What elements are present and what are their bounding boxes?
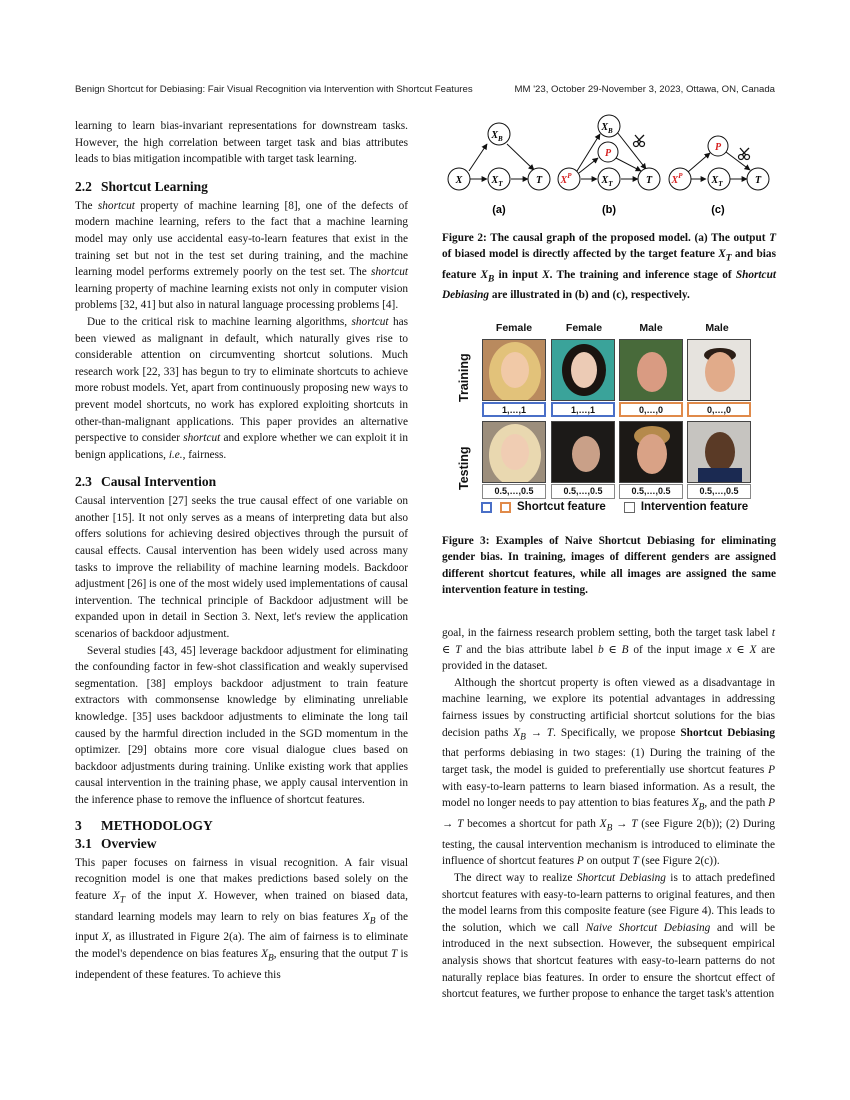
svg-text:T: T — [754, 175, 762, 186]
svg-text:T: T — [535, 175, 543, 186]
section-number: 3 — [75, 817, 82, 833]
panel-label-b: (b) — [601, 204, 617, 216]
figure-3-caption: Figure 3: Examples of Naive Shortcut Debiasing for eliminating gender bias. In training, images of different genders are assigned different shortcut features, while all images are assigned the same intervention feature in testing. — [442, 535, 776, 596]
shortcut-learning-para-2: Due to the critical risk to machine learning algorithms, shortcut has been viewed as malignant in default, which naturally gives rise to considerable attention on circumventing shortcut solutions. Much research work [22, 33] has begun to try to eliminate shortcuts to achieve more robust models. Yet, apart from continuously proposing new ways to prevent model shortcuts, no work has explored exploiting shortcuts in other-than-malignant applications. This paper provides an alternative perspective to consider shortcut and explore whether we can exploit it in benign applications, i.e., fairness. — [75, 315, 409, 461]
causal-intervention-para-2: Several studies [43, 45] leverage backdoor adjustment for eliminating the confounding factor in few-shot classification and weakly supervised segmentation. [38] employs backdoor adjustment to train feature extractors with commonsense knowledge by eliminating unreliable knowledge. [35] uses backdoor adjustments to eliminate the long tail caused by the harmful direction included in the SGD momentum in the optimizer. [29] obtains more core visual dialogue clues based on backdoor adjustments during training. Unlike existing work that applies causal intervention in the training phase, we apply causal intervention in the inference phase to remove the influence of shortcut features. — [75, 644, 408, 806]
training-photo-male-1 — [619, 339, 683, 401]
shortcut-tag: 1,…,1 — [551, 402, 615, 417]
row-label-testing: Testing — [457, 446, 471, 490]
gender-label: Male — [639, 322, 663, 334]
training-photo-female-1 — [482, 339, 546, 401]
intro-paragraph: learning to learn bias-invariant representations for downstream tasks. However, the high correlation between target task and bias attributes leads to bias mitigation incompatible with target task learning. — [75, 120, 408, 166]
testing-photo-female-2 — [551, 421, 615, 483]
intervention-tag: 0.5,…,0.5 — [482, 484, 546, 499]
causal-graph-figure — [442, 112, 776, 222]
section-title: Overview — [101, 835, 157, 851]
goal-paragraph: goal, in the fairness research problem setting, both the target task label t ∈ T and the bias attribute label b ∈ B of the input image x ∈ X are provided in the dataset. — [442, 627, 775, 673]
causal-intervention-para-1: Causal intervention [27] seeks the true causal effect of one variable on another [15]. It not only serves as a means of interpreting data but also offers solutions for achieving desired objectives through the pursuit of causal effects. Causal intervention has been widely used across many tasks to improve the reliability of machine learning models. Backdoor adjustment [26] is one of the most widely used implementations of causal intervention. The technical principle of Backdoor adjustment will be expanded upon in detail in Section 3. Next, let's review the application scenarios of backdoor adjustment. — [75, 495, 408, 641]
right-column — [442, 625, 775, 1003]
scissors-icon — [634, 135, 645, 147]
svg-text:XT: $X_T$ — [601, 175, 613, 188]
section-number: 2.2 — [75, 178, 92, 194]
shortcut-debiasing-paragraph: Although the shortcut property is often viewed as a disadvantage in machine learning, we explore its potential advantages in addressing fairness issues by constructing artificial shortcut solutions for the bias decision paths $X_B \to T$. Specifically, we propose Shortcut Debiasing that performs debiasing in two stages: (1) During the training of the target task, the model is guided to preferentially use shortcut features P with easy-to-learn patterns to learn biased information. As a result, the model no longer needs to pay attention to bias features $X_B$, and the path P → T becomes a shortcut for path $X_B \to T$ (see Figure 2(b)); (2) During testing, the causal intervention mechanism is introduced to eliminate the influence of shortcut features P on output T (see Figure 2(c)). — [442, 676, 776, 868]
figure-3-legend — [481, 501, 748, 513]
legend-swatch-gray — [624, 502, 635, 513]
training-photo-male-2 — [687, 339, 751, 401]
legend-label-shortcut: Shortcut feature — [517, 501, 606, 513]
section-3-1-heading — [75, 835, 408, 853]
legend-swatch-orange — [500, 502, 511, 513]
gender-label: Male — [705, 322, 729, 334]
figure-2-caption: Figure 2: The causal graph of the proposed model. (a) The output T of biased model is directly affected by the target feature $X_T$ and bias feature $X_B$ in input X. The training and inference stage of Shortcut Debiasing are illustrated in (b) and (c), respectively. — [442, 232, 776, 302]
left-column — [75, 118, 408, 983]
svg-text:XP: $X^P$ — [671, 172, 683, 186]
row-label-training: Training — [457, 353, 471, 402]
training-photo-female-2 — [551, 339, 615, 401]
section-2-2-heading — [75, 178, 408, 196]
shortcut-learning-para-1: The shortcut property of machine learning [8], one of the defects of modern machine learning, refers to the fact that a machine learning model may only use accidental easy-to-learn features that exist in the training set but not in the test set during training, and the machine learning model performs extremely poorly on the test set. The shortcut learning property of machine learning exists not only in computer vision problems [32, 41] but also in natural language processing problems [4]. — [75, 199, 408, 312]
svg-text:XB: $X_B$ — [491, 130, 503, 143]
testing-photo-male-2 — [687, 421, 751, 483]
panel-label-c: (c) — [711, 204, 725, 216]
testing-photo-female-1 — [482, 421, 546, 483]
testing-photo-male-1 — [619, 421, 683, 483]
svg-text:XP: $X^P$ — [560, 172, 572, 186]
section-number: 2.3 — [75, 474, 92, 490]
overview-paragraph: This paper focuses on fairness in visual recognition. A fair visual recognition model is one that makes predictions based solely on the feature $X_T$ of the input X. However, when trained on biased data, standard learning models may learn to rely on bias features $X_B$ of the input X, as illustrated in Figure 2(a). The aim of fairness is to eliminate the model's dependence on bias features $X_B$, ensuring that the output T is independent of these features. To achieve this — [75, 856, 409, 981]
section-title: Shortcut Learning — [101, 178, 208, 194]
scissors-icon — [739, 148, 750, 160]
section-title: Causal Intervention — [101, 474, 217, 490]
intervention-tag: 0.5,…,0.5 — [619, 484, 683, 499]
section-2-3-heading — [75, 473, 408, 491]
svg-text:XT: $X_T$ — [711, 175, 723, 188]
running-header-right: MM '23, October 29-November 3, 2023, Ottawa, ON, Canada — [514, 84, 775, 95]
naive-shortcut-figure — [455, 322, 765, 522]
gender-label: Female — [495, 322, 533, 334]
shortcut-tag: 0,…,0 — [619, 402, 683, 417]
section-3-heading — [75, 817, 408, 835]
intervention-tag: 0.5,…,0.5 — [687, 484, 751, 499]
svg-text:XB: $X_B$ — [601, 122, 613, 135]
svg-text:T: T — [645, 175, 653, 186]
shortcut-tag: 1,…,1 — [482, 402, 546, 417]
section-title: METHODOLOGY — [101, 817, 213, 833]
svg-text:X: X — [455, 175, 463, 186]
panel-label-a: (a) — [492, 204, 506, 216]
intervention-tag: 0.5,…,0.5 — [551, 484, 615, 499]
svg-text:P: P — [714, 142, 722, 153]
naive-shortcut-paragraph: The direct way to realize Shortcut Debiasing is to attach predefined shortcut features with easy-to-learn patterns to original features, and then the model learns from this composite feature (see Figure 4). This leads to the solution, which we call Naive Shortcut Debiasing and will be introduced in the next subsection. However, the subsequent empirical analysis shows that shortcut features with easy-to-learn patterns do not naturally replace bias features. In order to ensure the shortcut effect of shortcut features, we further propose to enhance the target task's attention — [442, 872, 776, 1001]
gender-label: Female — [565, 322, 603, 334]
section-number: 3.1 — [75, 835, 92, 851]
shortcut-tag: 0,…,0 — [687, 402, 751, 417]
svg-text:XT: $X_T$ — [491, 175, 503, 188]
svg-text:P: P — [604, 148, 612, 159]
graph-c — [669, 136, 769, 190]
graph-b — [558, 115, 660, 190]
graph-a — [448, 123, 550, 190]
legend-label-intervention: Intervention feature — [640, 501, 749, 513]
running-header-left: Benign Shortcut for Debiasing: Fair Visual Recognition via Intervention with Shortcut Features — [75, 84, 473, 95]
legend-swatch-blue — [481, 502, 492, 513]
